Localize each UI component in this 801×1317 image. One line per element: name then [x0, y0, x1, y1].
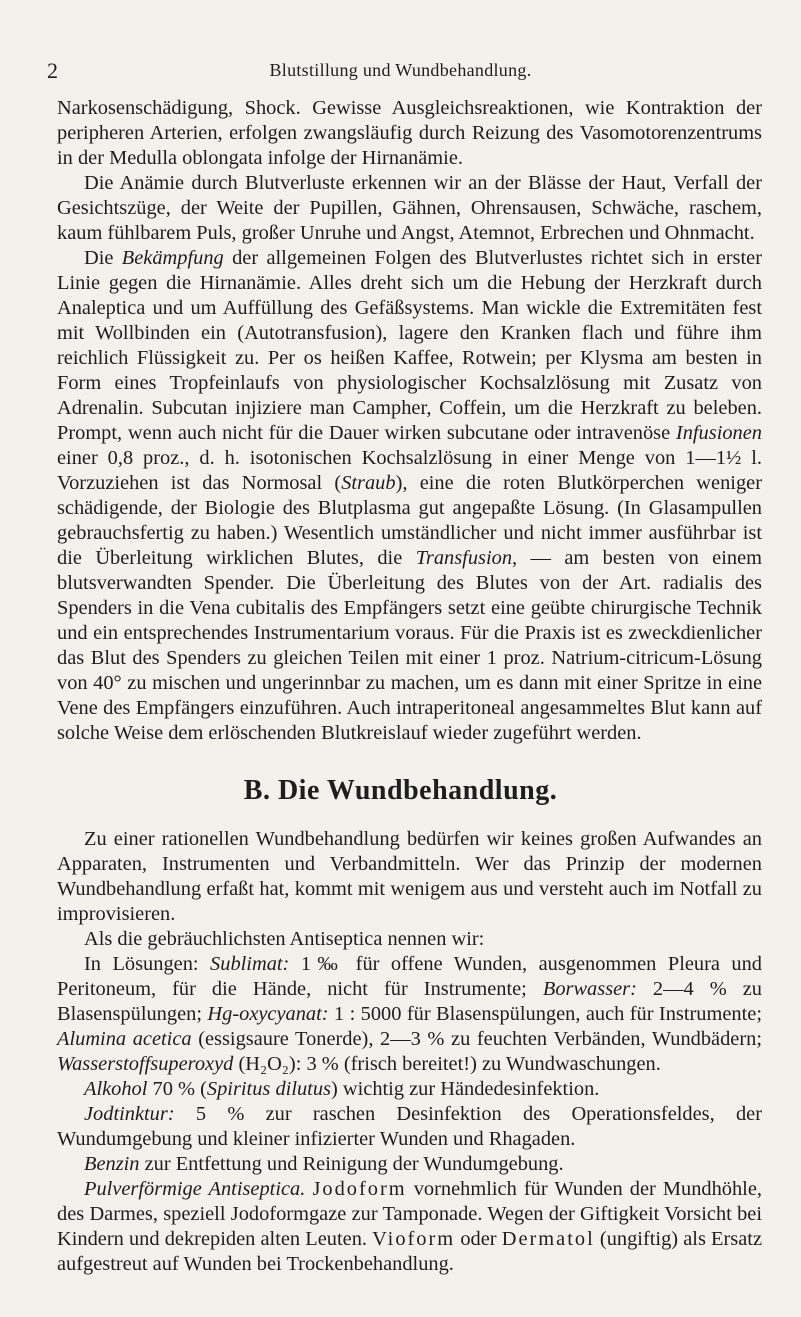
text-run: 1‰ für offene Wunden, ausgenommen Pleura und Peritoneum, für die Hände, nicht für Instrumente;	[57, 953, 763, 1000]
italic-term: Infusionen	[675, 422, 762, 444]
text-run: ), eine die roten Blutkörperchen weniger schädigende, der Biologie des Blutplasma gut angepaßte Lösung. (In Glasampullen gebrauchsfertig zu haben.) Wesentlich umständlicher und nicht immer ausführbar ist die Überleitung wirklichen Blutes, die	[57, 472, 762, 569]
section-heading: B. Die Wundbehandlung.	[243, 775, 558, 806]
text-run: einer 0,8 proz., d. h. isotonischen Kochsalzlösung in einer Menge von 1—1½ l. Vorzuziehen ist das Normosal (	[57, 447, 762, 494]
italic-term: Straub	[341, 472, 396, 494]
paragraph	[57, 1102, 762, 1152]
text-run: vornehmlich für Wunden der Mundhöhle, des Darmes, speziell Jodoformgaze zur Tamponade. Wegen der Giftigkeit Vorsicht bei Kindern und dekrepiden alten Leuten.	[57, 1178, 762, 1250]
page-number: 2	[47, 58, 58, 83]
text-run: Die	[84, 247, 122, 269]
italic-term: Transfusion	[415, 547, 513, 569]
text-run: zur Entfettung und Reinigung der Wundumgebung.	[139, 1153, 564, 1175]
text-run: 2—4 % zu Blasenspülungen;	[57, 978, 762, 1025]
paragraph: Narkosenschädigung, Shock. Gewisse Ausgleichsreaktionen, wie Kontraktion der peripheren Arterien, erfolgen zwangsläufig durch Reizung des Vasomotorenzentrums in der Medulla oblongata infolge der Hirnanämie.	[57, 97, 762, 169]
paragraph: Die Anämie durch Blutverluste erkennen wir an der Blässe der Haut, Verfall der Gesichtszüge, der Weite der Pupillen, Gähnen, Ohrensausen, Schwäche, raschem, kaum fühlbarem Puls, großer Unruhe und Angst, Atemnot, Erbrechen und Ohnmacht.	[57, 172, 762, 244]
section-b-text	[57, 827, 762, 1277]
italic-term: Bekämpfung	[121, 247, 224, 269]
text-run: (ungiftig) als Ersatz aufgestreut auf Wunden bei Trockenbehandlung.	[57, 1228, 762, 1275]
italic-term: Alkohol	[84, 1078, 148, 1100]
paragraph	[57, 952, 762, 1077]
italic-term: Hg-oxycyanat:	[207, 1003, 329, 1025]
running-title: Blutstillung und Wundbehandlung.	[269, 60, 532, 80]
text-run: (H₂O₂): 3 % (frisch bereitet!) zu Wundwaschungen.	[233, 1053, 661, 1075]
text-run: (essigsaure Tonerde), 2—3 % zu feuchten Verbänden, Wundbädern;	[191, 1028, 763, 1050]
italic-term: Benzin	[84, 1153, 140, 1175]
paragraph: Zu einer rationellen Wundbehandlung bedürfen wir keines großen Aufwandes an Apparaten, Instrumenten und Verbandmitteln. Wer das Prinzip der modernen Wundbehandlung erfaßt hat, kommt mit wenigem aus und versteht auch im Notfall zu improvisieren.	[57, 828, 762, 925]
paragraph	[57, 1152, 762, 1177]
text-run: der allgemeinen Folgen des Blutverlustes richtet sich in erster Linie gegen die Hirnanämie. Alles dreht sich um die Hebung der Herzkraft durch Analeptica und um Auffüllung des Gefäßsystems. Man wickle die Extremitäten fest mit Wollbinden ein (Autotransfusion), lagere den Kranken flach und führe ihm reichlich Flüssigkeit zu. Per os heißen Kaffee, Rotwein; per Klysma am besten in Form eines Tropfeinlaufs von physiologischer Kochsalzlösung mit Zusatz von Adrenalin. Subcutan injiziere man Campher, Coffein, um die Herzkraft zu beleben. Prompt, wenn auch nicht für die Dauer wirken subcutane oder intravenöse	[57, 247, 763, 444]
text-run: ) wichtig zur Händedesinfektion.	[330, 1078, 600, 1100]
spaced-term: Vioform	[372, 1228, 456, 1250]
text-run: 5 % zur raschen Desinfektion des Operationsfeldes, der Wundumgebung und kleiner infizierter Wunden und Rhagaden.	[57, 1103, 762, 1150]
italic-term: Pulverförmige Antiseptica.	[84, 1178, 306, 1200]
text-run: 70 % (	[147, 1078, 207, 1100]
paragraph	[57, 246, 762, 746]
text-run: oder	[455, 1228, 502, 1250]
spaced-term: Dermatol	[501, 1228, 595, 1250]
text-run: , — am besten von einem blutsverwandten Spender. Die Überleitung des Blutes von der Art. radialis des Spenders in die Vena cubitalis des Empfängers setzt eine geübte chirurgische Technik und ein entsprechendes Instrumentarium voraus. Für die Praxis ist es zweckdienlicher das Blut des Spenders zu gleichen Teilen mit einer 1 proz. Natrium-citricum-Lösung von 40° zu mischen und ungerinnbar zu machen, um es dann mit einer Spritze in eine Vene des Empfängers einzuführen. Auch intraperitoneal angesammeltes Blut kann auf solche Weise dem erlöschenden Blutkreislauf wieder zugeführt werden.	[57, 547, 762, 744]
italic-term: Wasserstoffsuperoxyd	[57, 1053, 234, 1075]
italic-term: Sublimat:	[210, 953, 290, 975]
paragraph	[57, 1077, 762, 1102]
italic-term: Alumina acetica	[57, 1028, 192, 1050]
spaced-term: Jodoform	[312, 1178, 407, 1200]
italic-term: Spiritus dilutus	[206, 1078, 331, 1100]
paragraph: Als die gebräuchlichsten Antiseptica nennen wir:	[84, 928, 485, 950]
text-run: 1 : 5000 für Blasenspülungen, auch für Instrumente;	[328, 1003, 762, 1025]
text-run: In Lösungen:	[84, 953, 211, 975]
section-a-text	[57, 96, 762, 746]
italic-term: Borwasser:	[542, 978, 637, 1000]
paragraph	[57, 1177, 762, 1277]
italic-term: Jodtinktur:	[84, 1103, 175, 1125]
